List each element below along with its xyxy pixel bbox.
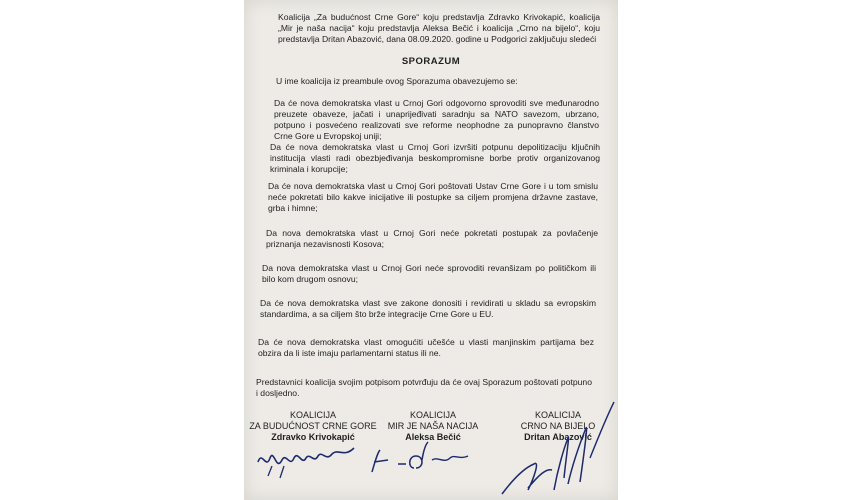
signatory-1 — [248, 410, 378, 443]
clause-7: Da će nova demokratska vlast omogućiti učešće u vlasti manjinskim partijama bez obzira da li iste imaju parlamentarni status ili ne. — [258, 337, 594, 358]
signatory-1-coalition: ZA BUDUĆNOST CRNE GORE — [249, 421, 377, 431]
clause-5: Da nova demokratska vlast u Crnoj Gori neće sprovoditi revanšizam po političkom ili bilo kom drugom osnovu; — [262, 263, 596, 284]
clause-6: Da će nova demokratska vlast sve zakone donositi i revidirati u skladu sa evropskim standardima, a sa ciljem što brže integracije Crne Gore u EU. — [260, 298, 596, 319]
closing-statement: Predstavnici koalicija svojim potpisom potvrđuju da će ovaj Sporazum poštovati potpuno i dosljedno. — [256, 377, 592, 398]
signatory-1-label: KOALICIJA — [289, 410, 336, 420]
signatory-3-label: KOALICIJA — [534, 410, 581, 420]
signatory-3-name: Dritan Abazović — [524, 432, 592, 442]
clause-1: Da će nova demokratska vlast u Crnoj Gori odgovorno sprovoditi sve međunarodno preuzete obaveze, jačati i unaprijeđivati saradnju sa NATO savezom, ubrzano, potpuno i posvećeno realizovati sve reforme neophodne za punopravno članstvo Crne Gore u Evropskoj uniji; — [274, 98, 599, 141]
clause-3: Da će nova demokratska vlast u Crnoj Gori poštovati Ustav Crne Gore i u tom smislu neće pokretati bilo kakve inicijative ili postupke sa ciljem promjena državne zastave, grba i himne; — [268, 181, 598, 213]
signatory-2-name: Aleksa Bečić — [405, 432, 461, 442]
intro-paragraph: Koalicija „Za budućnost Crne Gore“ koju predstavlja Zdravko Krivokapić, koalicija „Mir je naša nacija“ koju predstavlja Aleksa Bečić i koalicija „Crno na bijelo“, koju predstavlja Dritan Abazović, dana 08.09.2020. godine u Podgorici zaključuju sledeći — [278, 12, 600, 44]
signatory-1-name: Zdravko Krivokapić — [271, 432, 355, 442]
signatory-2-coalition: MIR JE NAŠA NACIJA — [387, 421, 479, 431]
clause-4: Da nova demokratska vlast u Crnoj Gori neće pokretati postupak za povlačenje priznanja nezavisnosti Kosova; — [266, 228, 598, 249]
background-right — [618, 0, 850, 500]
signature-krivokapic — [254, 440, 364, 480]
document-title: SPORAZUM — [401, 56, 461, 67]
document-page — [244, 0, 618, 500]
signatory-3-coalition: CRNO NA BIJELO — [520, 421, 596, 431]
signature-becic — [364, 438, 474, 478]
background-left — [0, 0, 244, 500]
signatory-2-label: KOALICIJA — [409, 410, 456, 420]
signature-abazovic — [494, 398, 618, 500]
clause-2: Da će nova demokratska vlast u Crnoj Gori izvršiti potpunu depolitizaciju ključnih institucija vlasti radi obezbjeđivanja beskompromisne borbe protiv organizovanog kriminala i korupcije; — [270, 142, 600, 174]
preamble-text: U ime koalicija iz preambule ovog Sporazuma obavezujemo se: — [276, 76, 518, 86]
